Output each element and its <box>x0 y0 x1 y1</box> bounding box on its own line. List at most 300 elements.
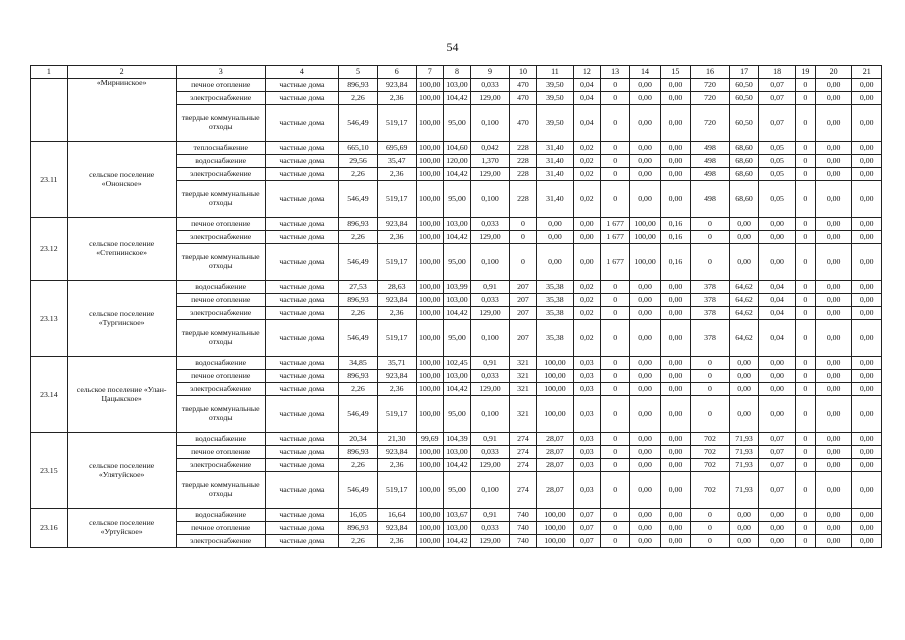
value-cell: 39,50 <box>537 92 574 105</box>
service-name: водоснабжение <box>176 433 265 446</box>
value-cell: 0,00 <box>759 244 796 281</box>
value-cell: 64,62 <box>729 294 758 307</box>
value-cell: 0,00 <box>815 168 852 181</box>
value-cell: 0 <box>601 79 630 92</box>
value-cell: 100,00 <box>416 472 443 509</box>
value-cell: 1 677 <box>601 218 630 231</box>
value-cell: 39,50 <box>537 105 574 142</box>
value-cell: 0 <box>795 218 815 231</box>
value-cell: 0 <box>509 244 536 281</box>
value-cell: 0 <box>795 307 815 320</box>
value-cell: 2,26 <box>339 383 378 396</box>
value-cell: 0,00 <box>759 218 796 231</box>
housing-type: частные дома <box>265 142 338 155</box>
value-cell: 0 <box>601 320 630 357</box>
value-cell: 0,02 <box>573 142 600 155</box>
value-cell: 0 <box>601 168 630 181</box>
value-cell: 104,42 <box>443 231 470 244</box>
service-name: печное отопление <box>176 522 265 535</box>
value-cell: 0,00 <box>759 522 796 535</box>
service-name: электроснабжение <box>176 168 265 181</box>
value-cell: 28,63 <box>377 281 416 294</box>
value-cell: 104,42 <box>443 92 470 105</box>
service-name: водоснабжение <box>176 357 265 370</box>
value-cell: 0,00 <box>630 142 660 155</box>
value-cell: 35,71 <box>377 357 416 370</box>
service-name: печное отопление <box>176 294 265 307</box>
value-cell: 0 <box>795 281 815 294</box>
value-cell: 0 <box>691 244 730 281</box>
value-cell: 100,00 <box>416 383 443 396</box>
value-cell: 103,00 <box>443 294 470 307</box>
value-cell: 519,17 <box>377 396 416 433</box>
value-cell: 0,00 <box>815 509 852 522</box>
column-number: 3 <box>176 66 265 79</box>
row-number: 23.14 <box>31 357 68 433</box>
value-cell: 0,00 <box>660 396 690 433</box>
value-cell: 68,60 <box>729 142 758 155</box>
value-cell: 0,00 <box>852 383 882 396</box>
column-number: 2 <box>67 66 176 79</box>
value-cell: 100,00 <box>416 522 443 535</box>
value-cell: 100,00 <box>416 105 443 142</box>
value-cell: 0 <box>795 446 815 459</box>
value-cell: 0,033 <box>471 522 510 535</box>
value-cell: 0,00 <box>815 79 852 92</box>
value-cell: 0,00 <box>630 446 660 459</box>
value-cell: 35,38 <box>537 294 574 307</box>
value-cell: 546,49 <box>339 396 378 433</box>
value-cell: 0,00 <box>630 281 660 294</box>
value-cell: 0,07 <box>573 509 600 522</box>
value-cell: 0 <box>601 307 630 320</box>
value-cell: 321 <box>509 396 536 433</box>
value-cell: 0 <box>795 383 815 396</box>
housing-type: частные дома <box>265 92 338 105</box>
value-cell: 0,00 <box>660 535 690 548</box>
value-cell: 0,00 <box>660 92 690 105</box>
value-cell: 100,00 <box>630 218 660 231</box>
value-cell: 0,00 <box>630 155 660 168</box>
housing-type: частные дома <box>265 168 338 181</box>
housing-type: частные дома <box>265 105 338 142</box>
value-cell: 103,00 <box>443 370 470 383</box>
value-cell: 0 <box>509 218 536 231</box>
value-cell: 28,07 <box>537 433 574 446</box>
value-cell: 0,00 <box>852 155 882 168</box>
value-cell: 0 <box>795 92 815 105</box>
value-cell: 100,00 <box>416 396 443 433</box>
value-cell: 95,00 <box>443 320 470 357</box>
housing-type: частные дома <box>265 370 338 383</box>
value-cell: 2,36 <box>377 168 416 181</box>
value-cell: 228 <box>509 168 536 181</box>
service-name: печное отопление <box>176 446 265 459</box>
value-cell: 378 <box>691 320 730 357</box>
value-cell: 0 <box>601 522 630 535</box>
housing-type: частные дома <box>265 446 338 459</box>
value-cell: 0,00 <box>660 79 690 92</box>
value-cell: 2,26 <box>339 307 378 320</box>
value-cell: 0,00 <box>852 105 882 142</box>
value-cell: 29,56 <box>339 155 378 168</box>
column-number: 9 <box>471 66 510 79</box>
value-cell: 0,00 <box>660 181 690 218</box>
value-cell: 0,07 <box>573 535 600 548</box>
value-cell: 923,84 <box>377 218 416 231</box>
column-number: 6 <box>377 66 416 79</box>
column-number: 21 <box>852 66 882 79</box>
service-name: твердые коммунальные отходы <box>176 181 265 218</box>
page-number: 54 <box>446 40 459 54</box>
value-cell: 0,00 <box>630 92 660 105</box>
value-cell: 0 <box>601 509 630 522</box>
value-cell: 228 <box>509 142 536 155</box>
housing-type: частные дома <box>265 522 338 535</box>
value-cell: 0,00 <box>815 396 852 433</box>
value-cell: 0,00 <box>852 522 882 535</box>
value-cell: 0,00 <box>660 472 690 509</box>
value-cell: 100,00 <box>416 168 443 181</box>
table-row <box>31 142 882 155</box>
value-cell: 0,00 <box>852 168 882 181</box>
value-cell: 0,00 <box>815 459 852 472</box>
value-cell: 68,60 <box>729 155 758 168</box>
value-cell: 0,00 <box>852 459 882 472</box>
value-cell: 0,04 <box>759 320 796 357</box>
value-cell: 0,00 <box>815 294 852 307</box>
value-cell: 720 <box>691 92 730 105</box>
value-cell: 0 <box>601 155 630 168</box>
value-cell: 100,00 <box>537 357 574 370</box>
value-cell: 0 <box>691 357 730 370</box>
value-cell: 31,40 <box>537 168 574 181</box>
value-cell: 0 <box>795 168 815 181</box>
value-cell: 0,03 <box>573 459 600 472</box>
value-cell: 0,00 <box>630 79 660 92</box>
value-cell: 100,00 <box>416 320 443 357</box>
value-cell: 0,00 <box>815 181 852 218</box>
value-cell: 896,93 <box>339 522 378 535</box>
value-cell: 0,00 <box>660 105 690 142</box>
value-cell: 2,36 <box>377 459 416 472</box>
value-cell: 0,00 <box>815 370 852 383</box>
value-cell: 0,00 <box>759 535 796 548</box>
value-cell: 896,93 <box>339 446 378 459</box>
value-cell: 2,26 <box>339 535 378 548</box>
value-cell: 378 <box>691 281 730 294</box>
value-cell: 0 <box>795 244 815 281</box>
value-cell: 100,00 <box>416 446 443 459</box>
value-cell: 321 <box>509 383 536 396</box>
value-cell: 2,26 <box>339 231 378 244</box>
value-cell: 104,42 <box>443 168 470 181</box>
column-number: 8 <box>443 66 470 79</box>
value-cell: 0,00 <box>729 509 758 522</box>
value-cell: 0 <box>795 357 815 370</box>
value-cell: 1,370 <box>471 155 510 168</box>
value-cell: 0 <box>601 446 630 459</box>
value-cell: 129,00 <box>471 168 510 181</box>
value-cell: 0,00 <box>660 383 690 396</box>
value-cell: 95,00 <box>443 105 470 142</box>
value-cell: 0 <box>795 459 815 472</box>
housing-type: частные дома <box>265 357 338 370</box>
value-cell: 0,00 <box>660 281 690 294</box>
value-cell: 0 <box>691 231 730 244</box>
service-name: твердые коммунальные отходы <box>176 320 265 357</box>
value-cell: 2,36 <box>377 535 416 548</box>
value-cell: 321 <box>509 370 536 383</box>
value-cell: 0,00 <box>729 370 758 383</box>
value-cell: 896,93 <box>339 370 378 383</box>
value-cell: 104,42 <box>443 383 470 396</box>
value-cell: 207 <box>509 294 536 307</box>
value-cell: 0,03 <box>573 446 600 459</box>
column-number: 15 <box>660 66 690 79</box>
service-name: твердые коммунальные отходы <box>176 396 265 433</box>
value-cell: 720 <box>691 105 730 142</box>
value-cell: 100,00 <box>416 294 443 307</box>
housing-type: частные дома <box>265 155 338 168</box>
value-cell: 0,042 <box>471 142 510 155</box>
value-cell: 720 <box>691 79 730 92</box>
value-cell: 1 677 <box>601 244 630 281</box>
settlement-name: сельское поселение «Улятуйское» <box>67 433 176 509</box>
value-cell: 0,03 <box>573 396 600 433</box>
value-cell: 100,00 <box>416 307 443 320</box>
value-cell: 519,17 <box>377 472 416 509</box>
value-cell: 71,93 <box>729 472 758 509</box>
value-cell: 0 <box>795 142 815 155</box>
value-cell: 28,07 <box>537 459 574 472</box>
value-cell: 100,00 <box>416 459 443 472</box>
value-cell: 0 <box>795 181 815 218</box>
value-cell: 31,40 <box>537 181 574 218</box>
value-cell: 896,93 <box>339 294 378 307</box>
value-cell: 129,00 <box>471 307 510 320</box>
value-cell: 0,100 <box>471 320 510 357</box>
value-cell: 207 <box>509 307 536 320</box>
value-cell: 0,04 <box>573 105 600 142</box>
value-cell: 498 <box>691 155 730 168</box>
tariff-table <box>30 65 882 548</box>
value-cell: 129,00 <box>471 383 510 396</box>
value-cell: 0 <box>691 383 730 396</box>
value-cell: 71,93 <box>729 459 758 472</box>
value-cell: 0 <box>795 105 815 142</box>
table-row <box>31 509 882 522</box>
value-cell: 0,00 <box>660 446 690 459</box>
value-cell: 0,00 <box>729 244 758 281</box>
value-cell: 0,00 <box>852 509 882 522</box>
value-cell: 0,02 <box>573 320 600 357</box>
value-cell: 207 <box>509 320 536 357</box>
value-cell: 0,00 <box>729 396 758 433</box>
value-cell: 321 <box>509 357 536 370</box>
value-cell: 104,42 <box>443 535 470 548</box>
value-cell: 0,91 <box>471 281 510 294</box>
value-cell: 0 <box>601 92 630 105</box>
value-cell: 0,00 <box>815 535 852 548</box>
row-number: 23.13 <box>31 281 68 357</box>
row-number: 23.11 <box>31 142 68 218</box>
service-name: электроснабжение <box>176 307 265 320</box>
value-cell: 0,00 <box>815 281 852 294</box>
value-cell: 0,00 <box>729 357 758 370</box>
value-cell: 274 <box>509 472 536 509</box>
value-cell: 0,02 <box>573 181 600 218</box>
value-cell: 378 <box>691 307 730 320</box>
value-cell: 0,00 <box>852 181 882 218</box>
value-cell: 0,00 <box>630 181 660 218</box>
value-cell: 923,84 <box>377 446 416 459</box>
value-cell: 60,50 <box>729 105 758 142</box>
service-name: электроснабжение <box>176 459 265 472</box>
value-cell: 2,36 <box>377 231 416 244</box>
value-cell: 0,07 <box>759 105 796 142</box>
value-cell: 16,64 <box>377 509 416 522</box>
value-cell: 0,00 <box>630 357 660 370</box>
value-cell: 0,00 <box>759 383 796 396</box>
value-cell: 1 677 <box>601 231 630 244</box>
value-cell: 0,00 <box>815 92 852 105</box>
value-cell: 0,02 <box>573 155 600 168</box>
value-cell: 0 <box>795 509 815 522</box>
value-cell: 0,07 <box>759 459 796 472</box>
value-cell: 0,00 <box>852 320 882 357</box>
value-cell: 0,033 <box>471 218 510 231</box>
value-cell: 0,07 <box>759 446 796 459</box>
row-number: 23.15 <box>31 433 68 509</box>
value-cell: 0,00 <box>852 472 882 509</box>
value-cell: 0,00 <box>815 307 852 320</box>
value-cell: 0 <box>601 472 630 509</box>
value-cell: 100,00 <box>416 155 443 168</box>
value-cell: 0 <box>601 535 630 548</box>
value-cell: 31,40 <box>537 142 574 155</box>
value-cell: 100,00 <box>416 509 443 522</box>
value-cell: 702 <box>691 446 730 459</box>
value-cell: 0,00 <box>660 307 690 320</box>
value-cell: 0,07 <box>759 79 796 92</box>
value-cell: 274 <box>509 446 536 459</box>
value-cell: 103,00 <box>443 446 470 459</box>
service-name: электроснабжение <box>176 383 265 396</box>
value-cell: 100,00 <box>416 244 443 281</box>
value-cell: 129,00 <box>471 92 510 105</box>
value-cell: 228 <box>509 155 536 168</box>
value-cell: 0,16 <box>660 244 690 281</box>
housing-type: частные дома <box>265 535 338 548</box>
value-cell: 0,00 <box>660 294 690 307</box>
column-number: 1 <box>31 66 68 79</box>
column-number: 14 <box>630 66 660 79</box>
value-cell: 0 <box>795 320 815 357</box>
value-cell: 0 <box>795 433 815 446</box>
value-cell: 702 <box>691 472 730 509</box>
value-cell: 0,00 <box>630 509 660 522</box>
value-cell: 100,00 <box>416 142 443 155</box>
column-number: 13 <box>601 66 630 79</box>
service-name: твердые коммунальные отходы <box>176 244 265 281</box>
value-cell: 35,38 <box>537 307 574 320</box>
row-number: 23.12 <box>31 218 68 281</box>
value-cell: 0,00 <box>815 320 852 357</box>
service-name: печное отопление <box>176 218 265 231</box>
value-cell: 99,69 <box>416 433 443 446</box>
housing-type: частные дома <box>265 320 338 357</box>
column-number: 17 <box>729 66 758 79</box>
service-name: водоснабжение <box>176 281 265 294</box>
value-cell: 0,00 <box>630 433 660 446</box>
value-cell: 0 <box>601 370 630 383</box>
value-cell: 0,00 <box>537 218 574 231</box>
value-cell: 0,00 <box>660 370 690 383</box>
value-cell: 0,00 <box>815 522 852 535</box>
value-cell: 546,49 <box>339 472 378 509</box>
value-cell: 100,00 <box>537 535 574 548</box>
housing-type: частные дома <box>265 244 338 281</box>
settlement-name: «Мирнинское» <box>67 79 176 142</box>
value-cell: 0,00 <box>729 535 758 548</box>
value-cell: 100,00 <box>630 244 660 281</box>
row-number: 23.16 <box>31 509 68 548</box>
value-cell: 129,00 <box>471 535 510 548</box>
value-cell: 519,17 <box>377 181 416 218</box>
value-cell: 0,03 <box>573 472 600 509</box>
column-number: 7 <box>416 66 443 79</box>
value-cell: 104,42 <box>443 307 470 320</box>
value-cell: 0,00 <box>630 168 660 181</box>
value-cell: 0 <box>795 535 815 548</box>
value-cell: 0,16 <box>660 231 690 244</box>
value-cell: 31,40 <box>537 155 574 168</box>
value-cell: 0,00 <box>759 370 796 383</box>
settlement-name: сельское поселение «Улан-Цацыкское» <box>67 357 176 433</box>
value-cell: 39,50 <box>537 79 574 92</box>
value-cell: 64,62 <box>729 307 758 320</box>
value-cell: 0,00 <box>815 244 852 281</box>
value-cell: 0,00 <box>630 307 660 320</box>
column-number: 5 <box>339 66 378 79</box>
value-cell: 2,36 <box>377 307 416 320</box>
value-cell: 0,00 <box>852 396 882 433</box>
table-row <box>31 281 882 294</box>
value-cell: 0 <box>795 370 815 383</box>
value-cell: 0,00 <box>660 509 690 522</box>
value-cell: 0,02 <box>573 294 600 307</box>
value-cell: 0,05 <box>759 142 796 155</box>
value-cell: 546,49 <box>339 105 378 142</box>
value-cell: 102,45 <box>443 357 470 370</box>
value-cell: 498 <box>691 142 730 155</box>
value-cell: 28,07 <box>537 472 574 509</box>
value-cell: 21,30 <box>377 433 416 446</box>
table-row <box>31 79 882 92</box>
value-cell: 0,00 <box>815 357 852 370</box>
value-cell: 0,00 <box>729 383 758 396</box>
value-cell: 0,00 <box>815 383 852 396</box>
value-cell: 0 <box>601 294 630 307</box>
value-cell: 0,00 <box>573 218 600 231</box>
value-cell: 0 <box>795 155 815 168</box>
value-cell: 0,07 <box>759 472 796 509</box>
value-cell: 0 <box>601 105 630 142</box>
service-name: твердые коммунальные отходы <box>176 472 265 509</box>
value-cell: 0,00 <box>630 383 660 396</box>
value-cell: 0,00 <box>660 168 690 181</box>
